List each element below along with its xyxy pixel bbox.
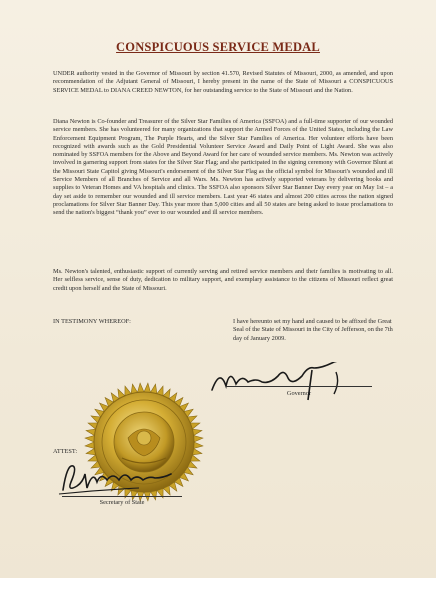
- citation-paragraph: Diana Newton is Co-founder and Treasurer of the Silver Star Families of America (SSFOA) and a full-time supporter of our wounded service members. She has volunteered for many organizations that support the Armed Forces of the United States, including the Law Enforcement Equipment Program, The Purple Hearts, and the Silver Star Families of America. Her volunteer efforts have been recognized with awards such as the Gold Presidential Volunteer Service Award and Daily Point of Light Award. She was also nominated by SSFOA members for the Above and Beyond Award for her care of wounded service members. Ms. Newton was actively involved in garnering support from states for the Silver Star Flag; and she participated in the signing ceremony with Governor Blunt at the Missouri State Capitol giving Missouri's endorsement of the Silver Star Flag as the official symbol for Missouri's wounded and ill Service Members of all Branches of Service and all Wars. Ms. Newton has actively supported veterans by delivering books and supplies to Veteran Homes and VA hospitals and clinics. The SSFOA also sponsors Silver Star Banner Day every year on May 1st – a day set aside to remember our wounded and ill service members. Last year 46 states and almost 200 cities across the nation signed proclamations for Silver Star Banner Day. This year more than 5,000 cities and all 50 states are being asked to issue proclamations to send the nation's biggest “thank you” ever to our wounded and ill service members.: [53, 118, 393, 217]
- secretary-signature-line: [62, 496, 182, 497]
- attest-label: ATTEST:: [53, 448, 78, 455]
- closing-paragraph: Ms. Newton's talented, enthusiastic support of currently serving and retired service members and their families is motivating to all. Her selfless service, sense of duty, dedication to military support, and exemplary assistance to the citizens of Missouri reflect great credit upon herself and the State of Missouri.: [53, 268, 393, 292]
- affix-statement: I have hereunto set my hand and caused to be affixed the Great Seal of the State of Missouri in the City of Jefferson, on the 7th day of January 2009.: [233, 318, 393, 342]
- governor-signature-line: [226, 386, 372, 387]
- certificate-title: CONSPICUOUS SERVICE MEDAL: [116, 40, 320, 54]
- page-margin-bottom: [0, 578, 436, 600]
- authority-paragraph: UNDER authority vested in the Governor of Missouri by section 41.570, Revised Statutes of Missouri, 2000, as amended, and upon recommendation of the Adjutant General of Missouri, I hereby present in the name of the State of Missouri a CONSPICUOUS SERVICE MEDAL to DIANA CREED NEWTON, for her outstanding service to the State of Missouri and the Nation.: [53, 70, 393, 94]
- governor-label: Governor: [286, 390, 312, 397]
- secretary-signature: [55, 460, 195, 500]
- testimony-label: IN TESTIMONY WHEREOF:: [53, 318, 131, 325]
- secretary-label: Secretary of State: [99, 499, 145, 506]
